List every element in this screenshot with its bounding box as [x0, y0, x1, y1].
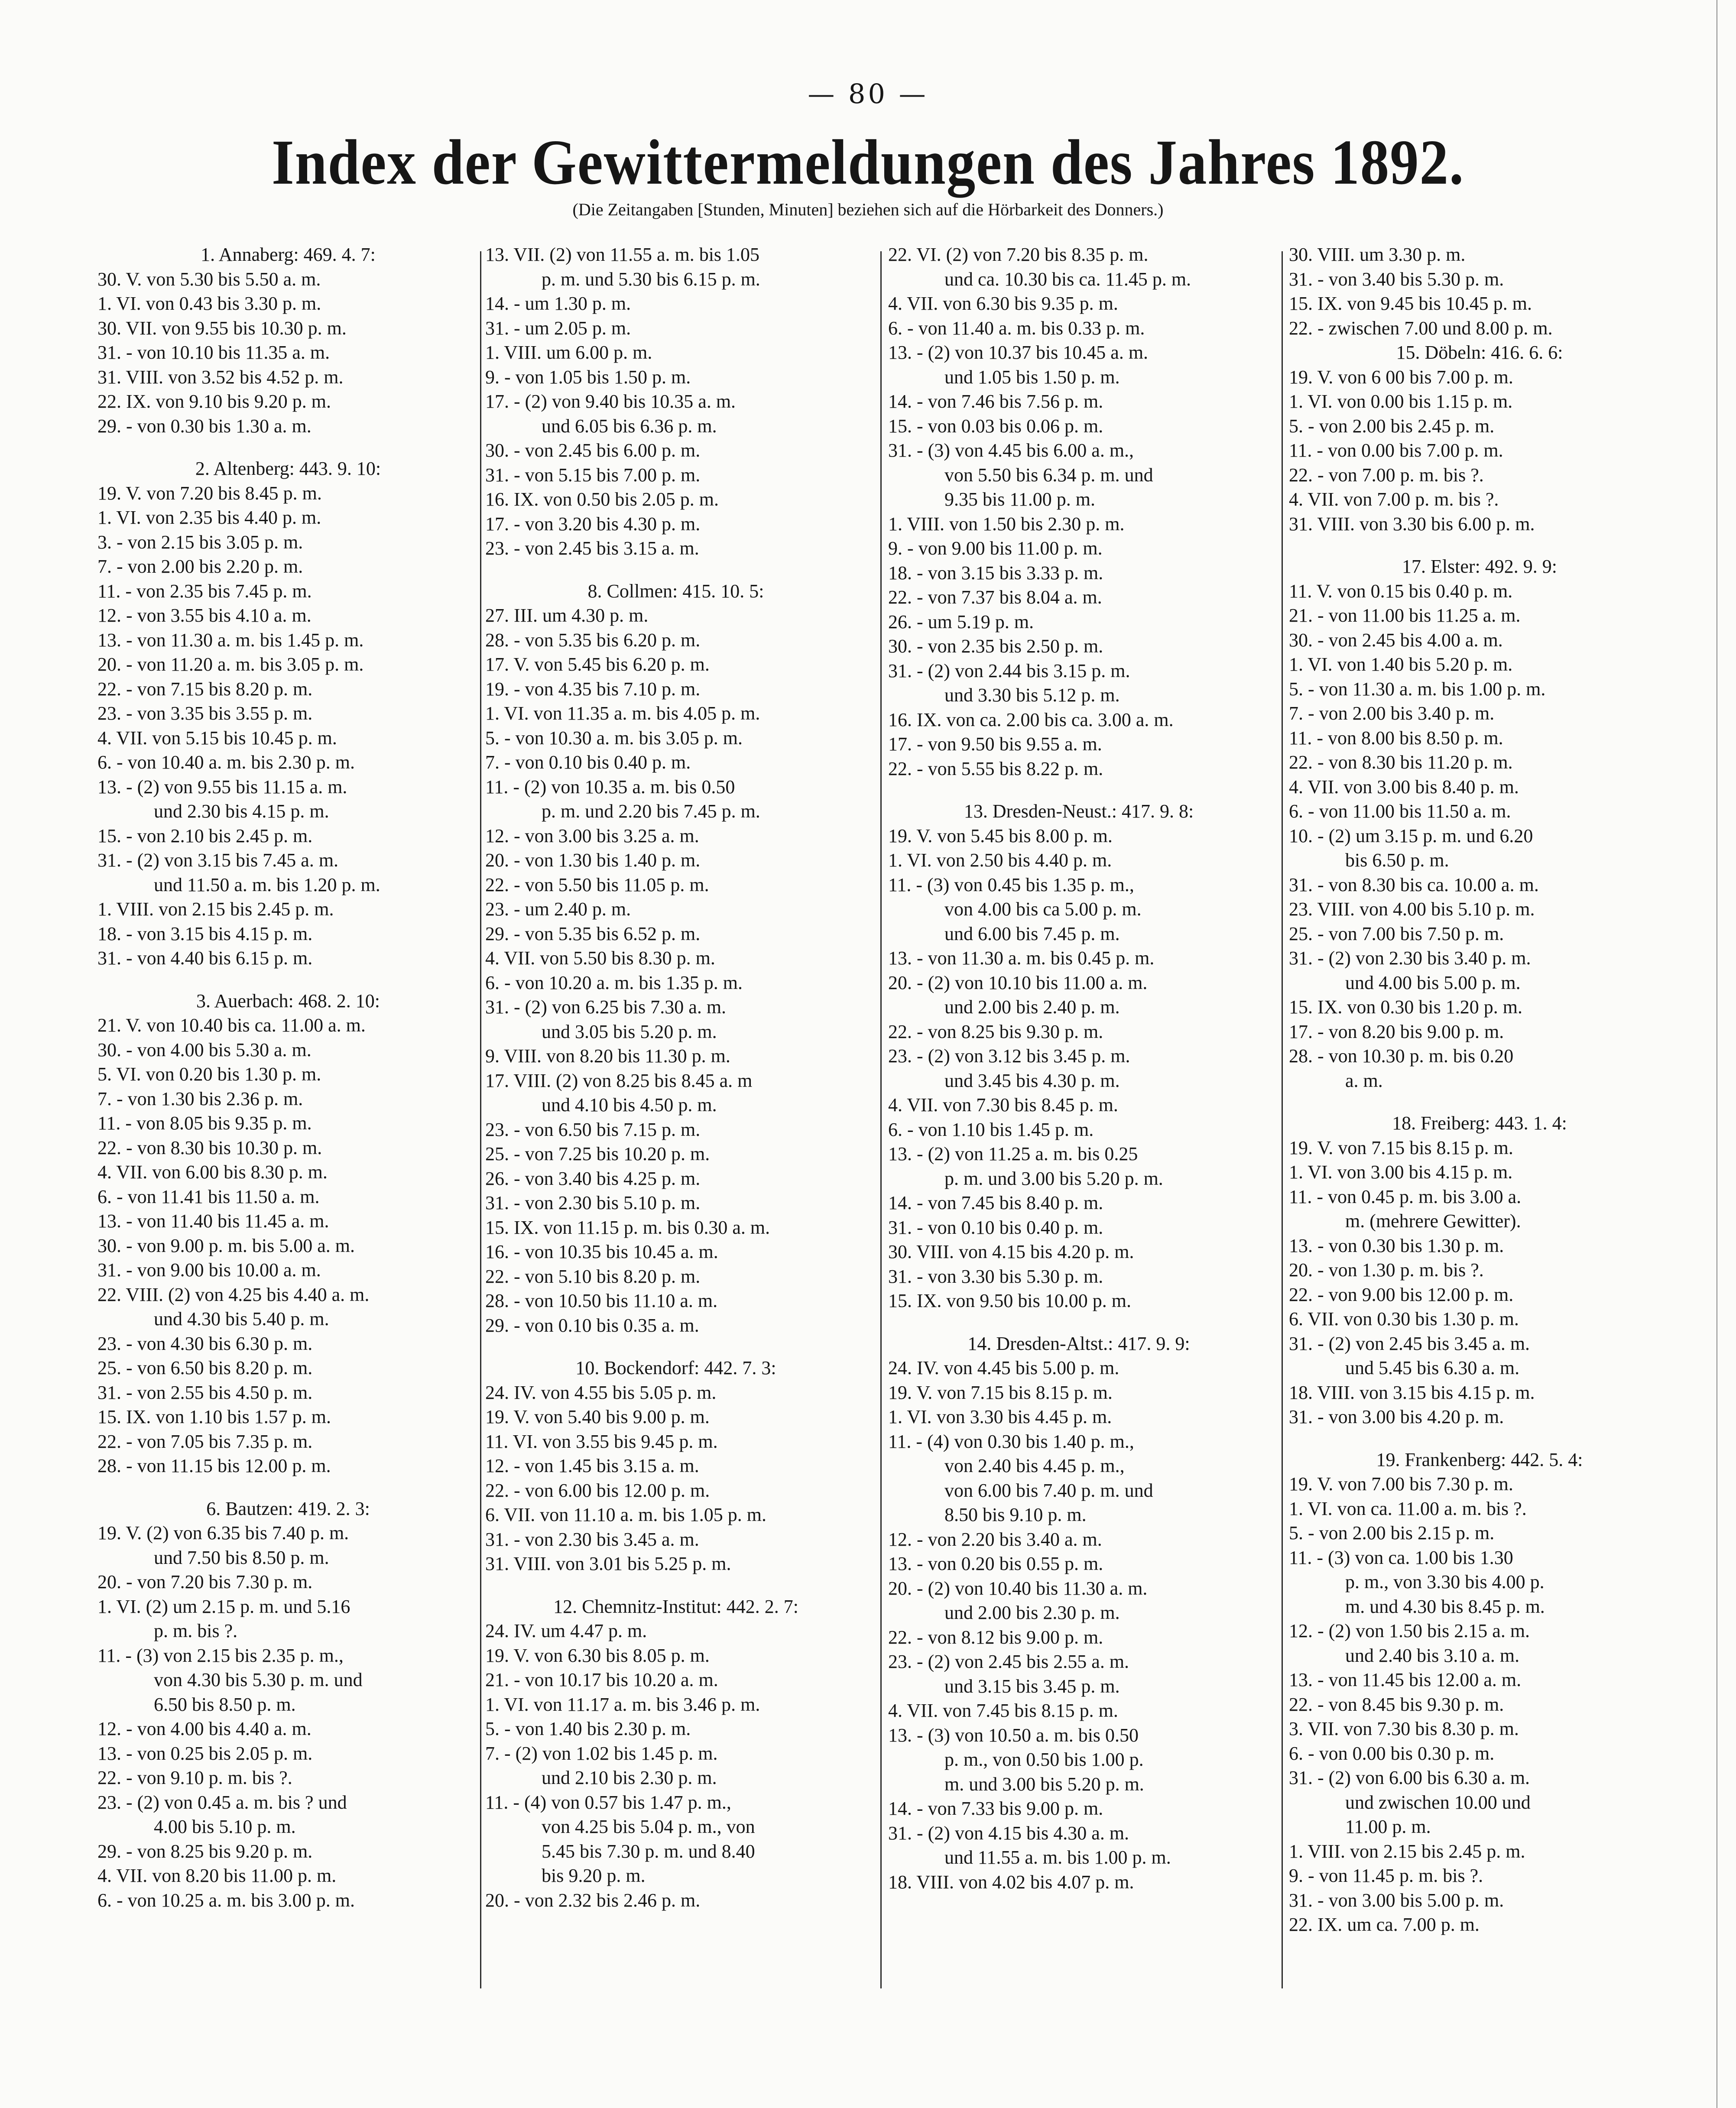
thunderstorm-entry: 22. IX. von 9.10 bis 9.20 p. m.	[97, 391, 331, 412]
thunderstorm-entry: 15. IX. von 9.50 bis 10.00 p. m.	[888, 1290, 1131, 1311]
entry-continuation: p. m. und 3.00 bis 5.20 p. m.	[944, 1168, 1163, 1189]
thunderstorm-entry: 11. - von 0.00 bis 7.00 p. m.	[1289, 440, 1503, 461]
thunderstorm-entry: 23. - von 6.50 bis 7.15 p. m.	[485, 1119, 701, 1140]
thunderstorm-entry: 11. - (3) von 2.15 bis 2.35 p. m.,	[97, 1644, 344, 1666]
thunderstorm-entry: 6. - von 0.00 bis 0.30 p. m.	[1289, 1742, 1495, 1764]
thunderstorm-entry: 29. - von 5.35 bis 6.52 p. m.	[485, 923, 701, 944]
thunderstorm-entry: 6. VII. von 11.10 a. m. bis 1.05 p. m.	[485, 1504, 766, 1525]
entry-continuation: von 4.00 bis ca 5.00 p. m.	[944, 898, 1142, 920]
thunderstorm-entry: 13. - (2) von 10.37 bis 10.45 a. m.	[888, 342, 1149, 363]
section-spacer	[485, 1576, 866, 1595]
entry-continuation: und ca. 10.30 bis ca. 11.45 p. m.	[944, 268, 1191, 290]
thunderstorm-entry: 23. - (2) von 2.45 bis 2.55 a. m.	[888, 1651, 1129, 1672]
thunderstorm-entry: 9. - von 1.05 bis 1.50 p. m.	[485, 366, 691, 388]
thunderstorm-entry: 13. - von 11.30 a. m. bis 1.45 p. m.	[97, 629, 364, 651]
thunderstorm-entry: 30. VII. von 9.55 bis 10.30 p. m.	[97, 317, 347, 339]
thunderstorm-entry: 14. - von 7.45 bis 8.40 p. m.	[888, 1192, 1103, 1213]
thunderstorm-entry: 11. - von 2.35 bis 7.45 p. m.	[97, 580, 312, 602]
index-column-2	[485, 243, 866, 2001]
entry-continuation: und 4.00 bis 5.00 p. m.	[1345, 972, 1521, 993]
entry-continuation: 5.45 bis 7.30 p. m. und 8.40	[542, 1840, 755, 1862]
thunderstorm-entry: 7. - von 1.30 bis 2.36 p. m.	[97, 1088, 303, 1109]
thunderstorm-entry: 13. - von 11.30 a. m. bis 0.45 p. m.	[888, 947, 1155, 969]
thunderstorm-entry: 13. - von 0.25 bis 2.05 p. m.	[97, 1742, 313, 1764]
thunderstorm-entry: 7. - von 2.00 bis 3.40 p. m.	[1289, 703, 1495, 724]
thunderstorm-entry: 23. - von 4.30 bis 6.30 p. m.	[97, 1333, 313, 1354]
thunderstorm-entry: 31. - von 3.40 bis 5.30 p. m.	[1289, 268, 1504, 290]
thunderstorm-entry: 31. - von 10.10 bis 11.35 a. m.	[97, 342, 330, 363]
thunderstorm-entry: 31. - von 2.30 bis 3.45 a. m.	[485, 1528, 699, 1550]
section-spacer	[485, 1338, 866, 1356]
thunderstorm-entry: 20. - von 2.32 bis 2.46 p. m.	[485, 1889, 701, 1911]
thunderstorm-entry: 22. IX. um ca. 7.00 p. m.	[1289, 1914, 1480, 1935]
thunderstorm-entry: 11. - (4) von 0.30 bis 1.40 p. m.,	[888, 1430, 1134, 1452]
thunderstorm-entry: 6. - von 1.10 bis 1.45 p. m.	[888, 1119, 1094, 1140]
section-spacer	[1289, 1093, 1670, 1111]
thunderstorm-entry: 6. - von 10.40 a. m. bis 2.30 p. m.	[97, 752, 355, 773]
station-heading: 15. Döbeln: 416. 6. 6:	[1396, 342, 1563, 363]
thunderstorm-entry: 19. V. von 7.20 bis 8.45 p. m.	[97, 482, 322, 504]
thunderstorm-entry: 31. VIII. von 3.52 bis 4.52 p. m.	[97, 366, 344, 388]
thunderstorm-entry: 15. IX. von 1.10 bis 1.57 p. m.	[97, 1406, 331, 1427]
entry-continuation: bis 9.20 p. m.	[542, 1865, 646, 1886]
entry-continuation: und 11.50 a. m. bis 1.20 p. m.	[154, 874, 380, 895]
thunderstorm-entry: 1. VI. von ca. 11.00 a. m. bis ?.	[1289, 1498, 1527, 1519]
entry-continuation: m. und 4.30 bis 8.45 p. m.	[1345, 1596, 1545, 1617]
thunderstorm-entry: 22. - von 5.50 bis 11.05 p. m.	[485, 874, 709, 895]
thunderstorm-entry: 17. - von 3.20 bis 4.30 p. m.	[485, 513, 701, 535]
thunderstorm-entry: 19. V. von 7.15 bis 8.15 p. m.	[888, 1382, 1113, 1403]
index-column-1	[97, 243, 479, 2001]
thunderstorm-entry: 5. - von 11.30 a. m. bis 1.00 p. m.	[1289, 678, 1546, 700]
thunderstorm-entry: 13. - von 0.20 bis 0.55 p. m.	[888, 1553, 1103, 1574]
thunderstorm-entry: 1. VI. von 3.30 bis 4.45 p. m.	[888, 1406, 1112, 1427]
thunderstorm-entry: 20. - von 1.30 p. m. bis ?.	[1289, 1259, 1484, 1281]
thunderstorm-entry: 31. VIII. von 3.01 bis 5.25 p. m.	[485, 1553, 731, 1574]
thunderstorm-entry: 25. - von 6.50 bis 8.20 p. m.	[97, 1357, 313, 1378]
thunderstorm-entry: 4. VII. von 5.50 bis 8.30 p. m.	[485, 947, 715, 969]
station-heading: 12. Chemnitz-Institut: 442. 2. 7:	[553, 1596, 798, 1617]
entry-continuation: p. m. und 5.30 bis 6.15 p. m.	[542, 268, 760, 290]
station-heading: 1. Annaberg: 469. 4. 7:	[201, 244, 376, 265]
thunderstorm-entry: 12. - von 3.55 bis 4.10 a. m.	[97, 605, 312, 626]
thunderstorm-entry: 30. VIII. um 3.30 p. m.	[1289, 244, 1466, 265]
entry-continuation: und 6.00 bis 7.45 p. m.	[944, 923, 1120, 944]
thunderstorm-entry: 1. VI. von 0.00 bis 1.15 p. m.	[1289, 391, 1513, 412]
thunderstorm-entry: 19. V. von 6 00 bis 7.00 p. m.	[1289, 366, 1513, 388]
thunderstorm-entry: 6. - von 11.00 bis 11.50 a. m.	[1289, 801, 1511, 822]
entry-continuation: und 5.45 bis 6.30 a. m.	[1345, 1357, 1520, 1378]
thunderstorm-entry: 9. VIII. von 8.20 bis 11.30 p. m.	[485, 1045, 730, 1067]
entry-continuation: und 7.50 bis 8.50 p. m.	[154, 1547, 329, 1568]
thunderstorm-entry: 30. - von 4.00 bis 5.30 a. m.	[97, 1039, 312, 1060]
thunderstorm-entry: 22. VI. (2) von 7.20 bis 8.35 p. m.	[888, 244, 1149, 265]
thunderstorm-entry: 17. - von 8.20 bis 9.00 p. m.	[1289, 1021, 1504, 1042]
thunderstorm-entry: 25. - von 7.00 bis 7.50 p. m.	[1289, 923, 1504, 944]
thunderstorm-entry: 11. - (3) von 0.45 bis 1.35 p. m.,	[888, 874, 1134, 895]
thunderstorm-entry: 21. - von 10.17 bis 10.20 a. m.	[485, 1669, 718, 1690]
station-heading: 10. Bockendorf: 442. 7. 3:	[575, 1357, 776, 1378]
entry-continuation: bis 6.50 p. m.	[1345, 850, 1449, 871]
thunderstorm-entry: 12. - von 3.00 bis 3.25 a. m.	[485, 825, 699, 846]
page-number: — 80 —	[808, 78, 928, 110]
thunderstorm-entry: 31. - um 2.05 p. m.	[485, 317, 631, 339]
thunderstorm-entry: 20. - von 7.20 bis 7.30 p. m.	[97, 1571, 313, 1592]
thunderstorm-entry: 17. - (2) von 9.40 bis 10.35 a. m.	[485, 391, 736, 412]
thunderstorm-entry: 1. VI. von 2.35 bis 4.40 p. m.	[97, 507, 321, 528]
index-column-4	[1289, 243, 1670, 2001]
thunderstorm-entry: 14. - um 1.30 p. m.	[485, 293, 631, 314]
thunderstorm-entry: 31. VIII. von 3.30 bis 6.00 p. m.	[1289, 513, 1535, 535]
station-heading: 17. Elster: 492. 9. 9:	[1402, 556, 1558, 577]
thunderstorm-entry: 4. VII. von 3.00 bis 8.40 p. m.	[1289, 776, 1519, 798]
station-heading: 19. Frankenberg: 442. 5. 4:	[1376, 1449, 1583, 1470]
thunderstorm-entry: 15. - von 0.03 bis 0.06 p. m.	[888, 415, 1103, 437]
thunderstorm-entry: 22. - von 9.00 bis 12.00 p. m.	[1289, 1284, 1514, 1305]
thunderstorm-entry: 26. - um 5.19 p. m.	[888, 611, 1034, 632]
thunderstorm-entry: 5. - von 1.40 bis 2.30 p. m.	[485, 1718, 691, 1739]
thunderstorm-entry: 1. VIII. von 2.15 bis 2.45 p. m.	[97, 898, 334, 920]
entry-continuation: und 11.55 a. m. bis 1.00 p. m.	[944, 1847, 1171, 1868]
thunderstorm-entry: 22. - von 8.12 bis 9.00 p. m.	[888, 1626, 1103, 1648]
thunderstorm-entry: 11. - (4) von 0.57 bis 1.47 p. m.,	[485, 1791, 731, 1813]
thunderstorm-entry: 1. VI. (2) um 2.15 p. m. und 5.16	[97, 1596, 350, 1617]
thunderstorm-entry: 22. - von 7.15 bis 8.20 p. m.	[97, 678, 313, 700]
thunderstorm-entry: 4. VII. von 5.15 bis 10.45 p. m.	[97, 727, 337, 749]
station-heading: 13. Dresden-Neust.: 417. 9. 8:	[964, 801, 1194, 822]
thunderstorm-entry: 16. IX. von 0.50 bis 2.05 p. m.	[485, 489, 719, 510]
thunderstorm-entry: 13. - (3) von 10.50 a. m. bis 0.50	[888, 1724, 1139, 1746]
thunderstorm-entry: 3. VII. von 7.30 bis 8.30 p. m.	[1289, 1718, 1519, 1739]
thunderstorm-entry: 14. - von 7.46 bis 7.56 p. m.	[888, 391, 1103, 412]
thunderstorm-entry: 1. VI. von 2.50 bis 4.40 p. m.	[888, 850, 1112, 871]
thunderstorm-entry: 31. - von 0.10 bis 0.40 p. m.	[888, 1216, 1103, 1238]
thunderstorm-entry: 6. - von 10.25 a. m. bis 3.00 p. m.	[97, 1889, 355, 1911]
thunderstorm-entry: 28. - von 5.35 bis 6.20 p. m.	[485, 629, 701, 651]
entry-continuation: und 2.10 bis 2.30 p. m.	[542, 1767, 717, 1788]
thunderstorm-entry: 11. - (3) von ca. 1.00 bis 1.30	[1289, 1547, 1513, 1568]
entry-continuation: m. (mehrere Gewitter).	[1345, 1210, 1521, 1232]
entry-continuation: p. m. bis ?.	[154, 1620, 238, 1641]
thunderstorm-entry: 19. V. von 6.30 bis 8.05 p. m.	[485, 1644, 710, 1666]
thunderstorm-entry: 31. - von 3.30 bis 5.30 p. m.	[888, 1265, 1103, 1287]
thunderstorm-entry: 6. - von 11.41 bis 11.50 a. m.	[97, 1186, 320, 1207]
thunderstorm-entry: 13. - von 11.45 bis 12.00 a. m.	[1289, 1669, 1522, 1690]
thunderstorm-entry: 31. - (2) von 3.15 bis 7.45 a. m.	[97, 850, 339, 871]
thunderstorm-entry: 29. - von 8.25 bis 9.20 p. m.	[97, 1840, 313, 1862]
entry-continuation: p. m., von 0.50 bis 1.00 p.	[944, 1749, 1144, 1770]
thunderstorm-entry: 31. - von 2.55 bis 4.50 p. m.	[97, 1382, 313, 1403]
thunderstorm-entry: 4. VII. von 6.00 bis 8.30 p. m.	[97, 1161, 328, 1183]
thunderstorm-entry: 12. - von 1.45 bis 3.15 a. m.	[485, 1455, 699, 1476]
thunderstorm-entry: 28. - von 11.15 bis 12.00 p. m.	[97, 1455, 331, 1476]
entry-continuation: 8.50 bis 9.10 p. m.	[944, 1504, 1087, 1525]
thunderstorm-entry: 31. - (2) von 6.00 bis 6.30 a. m.	[1289, 1767, 1530, 1788]
thunderstorm-entry: 1. VI. von 0.43 bis 3.30 p. m.	[97, 293, 321, 314]
entry-continuation: 6.50 bis 8.50 p. m.	[154, 1693, 296, 1715]
thunderstorm-entry: 1. VI. von 3.00 bis 4.15 p. m.	[1289, 1161, 1513, 1183]
thunderstorm-entry: 23. - um 2.40 p. m.	[485, 898, 631, 920]
entry-continuation: m. und 3.00 bis 5.20 p. m.	[944, 1773, 1144, 1795]
thunderstorm-entry: 4. VII. von 7.30 bis 8.45 p. m.	[888, 1094, 1118, 1116]
thunderstorm-entry: 20. - von 1.30 bis 1.40 p. m.	[485, 850, 701, 871]
thunderstorm-entry: 13. - von 0.30 bis 1.30 p. m.	[1289, 1235, 1504, 1256]
entry-continuation: 9.35 bis 11.00 p. m.	[944, 489, 1095, 510]
thunderstorm-entry: 11. - (2) von 10.35 a. m. bis 0.50	[485, 776, 735, 798]
section-spacer	[97, 1479, 479, 1497]
thunderstorm-entry: 29. - von 0.30 bis 1.30 a. m.	[97, 415, 312, 437]
section-spacer	[888, 1313, 1269, 1332]
thunderstorm-entry: 5. VI. von 0.20 bis 1.30 p. m.	[97, 1064, 321, 1085]
page-subtitle: (Die Zeitangaben [Stunden, Minuten] beziehen sich auf die Hörbarkeit des Donners.)	[572, 200, 1164, 219]
thunderstorm-entry: 22. - von 8.30 bis 11.20 p. m.	[1289, 752, 1513, 773]
thunderstorm-entry: 7. - (2) von 1.02 bis 1.45 p. m.	[485, 1742, 718, 1764]
thunderstorm-entry: 11. V. von 0.15 bis 0.40 p. m.	[1289, 580, 1513, 602]
thunderstorm-entry: 20. - (2) von 10.10 bis 11.00 a. m.	[888, 972, 1148, 993]
thunderstorm-entry: 22. - von 5.10 bis 8.20 p. m.	[485, 1265, 701, 1287]
thunderstorm-entry: 20. - von 11.20 a. m. bis 3.05 p. m.	[97, 654, 364, 675]
entry-continuation: und 4.30 bis 5.40 p. m.	[154, 1308, 329, 1330]
thunderstorm-entry: 25. - von 7.25 bis 10.20 p. m.	[485, 1143, 710, 1164]
thunderstorm-entry: 19. V. von 5.40 bis 9.00 p. m.	[485, 1406, 710, 1427]
thunderstorm-entry: 16. IX. von ca. 2.00 bis ca. 3.00 a. m.	[888, 709, 1174, 730]
thunderstorm-entry: 17. VIII. (2) von 8.25 bis 8.45 a. m	[485, 1070, 753, 1091]
thunderstorm-entry: 7. - von 2.00 bis 2.20 p. m.	[97, 556, 303, 577]
thunderstorm-entry: 4. VII. von 7.45 bis 8.15 p. m.	[888, 1700, 1118, 1721]
thunderstorm-entry: 31. - (2) von 2.44 bis 3.15 p. m.	[888, 660, 1130, 681]
thunderstorm-entry: 22. - von 5.55 bis 8.22 p. m.	[888, 758, 1103, 779]
thunderstorm-entry: 4. VII. von 8.20 bis 11.00 p. m.	[97, 1865, 337, 1886]
entry-continuation: p. m., von 3.30 bis 4.00 p.	[1345, 1571, 1545, 1592]
thunderstorm-entry: 31. - von 4.40 bis 6.15 p. m.	[97, 947, 313, 969]
thunderstorm-entry: 4. VII. von 6.30 bis 9.35 p. m.	[888, 293, 1118, 314]
thunderstorm-entry: 22. - von 8.45 bis 9.30 p. m.	[1289, 1693, 1504, 1715]
thunderstorm-entry: 23. VIII. von 4.00 bis 5.10 p. m.	[1289, 898, 1535, 920]
thunderstorm-entry: 19. V. von 5.45 bis 8.00 p. m.	[888, 825, 1113, 846]
thunderstorm-entry: 14. - von 7.33 bis 9.00 p. m.	[888, 1798, 1103, 1819]
thunderstorm-entry: 15. IX. von 0.30 bis 1.20 p. m.	[1289, 996, 1522, 1018]
thunderstorm-entry: 15. IX. von 11.15 p. m. bis 0.30 a. m.	[485, 1216, 770, 1238]
station-heading: 14. Dresden-Altst.: 417. 9. 9:	[967, 1333, 1190, 1354]
thunderstorm-entry: 22. - von 7.05 bis 7.35 p. m.	[97, 1430, 313, 1452]
thunderstorm-entry: 31. - von 2.30 bis 5.10 p. m.	[485, 1192, 701, 1213]
thunderstorm-entry: 18. VIII. von 3.15 bis 4.15 p. m.	[1289, 1382, 1535, 1403]
column-divider	[480, 251, 481, 1988]
entry-continuation: und zwischen 10.00 und	[1345, 1791, 1531, 1813]
entry-continuation: und 2.00 bis 2.30 p. m.	[944, 1602, 1120, 1623]
entry-continuation: 4.00 bis 5.10 p. m.	[154, 1816, 296, 1837]
thunderstorm-entry: 6. - von 11.40 a. m. bis 0.33 p. m.	[888, 317, 1145, 339]
thunderstorm-entry: 31. - von 9.00 bis 10.00 a. m.	[97, 1259, 321, 1281]
thunderstorm-entry: 31. - (2) von 2.45 bis 3.45 a. m.	[1289, 1333, 1530, 1354]
thunderstorm-entry: 1. VI. von 11.35 a. m. bis 4.05 p. m.	[485, 703, 760, 724]
thunderstorm-entry: 13. - (2) von 11.25 a. m. bis 0.25	[888, 1143, 1138, 1164]
station-heading: 2. Altenberg: 443. 9. 10:	[195, 458, 381, 479]
page-title: Index der Gewittermeldungen des Jahres 1892.	[271, 127, 1465, 198]
thunderstorm-entry: 9. - von 9.00 bis 11.00 p. m.	[888, 538, 1103, 559]
thunderstorm-entry: 13. VII. (2) von 11.55 a. m. bis 1.05	[485, 244, 760, 265]
thunderstorm-entry: 6. VII. von 0.30 bis 1.30 p. m.	[1289, 1308, 1519, 1330]
thunderstorm-entry: 4. VII. von 7.00 p. m. bis ?.	[1289, 489, 1499, 510]
entry-continuation: und 3.05 bis 5.20 p. m.	[542, 1021, 717, 1042]
thunderstorm-entry: 22. - von 7.37 bis 8.04 a. m.	[888, 587, 1102, 608]
section-spacer	[97, 438, 479, 457]
entry-continuation: a. m.	[1345, 1070, 1383, 1091]
entry-continuation: von 4.25 bis 5.04 p. m., von	[542, 1816, 755, 1837]
entry-continuation: und 3.45 bis 4.30 p. m.	[944, 1070, 1120, 1091]
entry-continuation: und 2.40 bis 3.10 a. m.	[1345, 1644, 1520, 1666]
thunderstorm-entry: 1. VIII. von 2.15 bis 2.45 p. m.	[1289, 1840, 1525, 1862]
thunderstorm-entry: 19. V. von 7.00 bis 7.30 p. m.	[1289, 1473, 1513, 1495]
entry-continuation: und 1.05 bis 1.50 p. m.	[944, 366, 1120, 388]
entry-continuation: und 2.30 bis 4.15 p. m.	[154, 801, 329, 822]
entry-continuation: und 4.10 bis 4.50 p. m.	[542, 1094, 717, 1116]
thunderstorm-entry: 18. - von 3.15 bis 4.15 p. m.	[97, 923, 313, 944]
station-heading: 3. Auerbach: 468. 2. 10:	[196, 990, 380, 1012]
thunderstorm-entry: 19. V. von 7.15 bis 8.15 p. m.	[1289, 1137, 1513, 1158]
section-spacer	[1289, 1430, 1670, 1448]
thunderstorm-entry: 20. - (2) von 10.40 bis 11.30 a. m.	[888, 1577, 1148, 1599]
thunderstorm-entry: 11. - von 8.05 bis 9.35 p. m.	[97, 1112, 312, 1134]
thunderstorm-entry: 29. - von 0.10 bis 0.35 a. m.	[485, 1314, 699, 1336]
thunderstorm-entry: 11. - von 8.00 bis 8.50 p. m.	[1289, 727, 1503, 749]
section-spacer	[97, 971, 479, 989]
thunderstorm-entry: 1. VIII. von 1.50 bis 2.30 p. m.	[888, 513, 1125, 535]
thunderstorm-entry: 23. - von 2.45 bis 3.15 a. m.	[485, 538, 699, 559]
thunderstorm-entry: 31. - von 8.30 bis ca. 10.00 a. m.	[1289, 874, 1539, 895]
thunderstorm-entry: 5. - von 10.30 a. m. bis 3.05 p. m.	[485, 727, 743, 749]
thunderstorm-entry: 31. - von 3.00 bis 5.00 p. m.	[1289, 1889, 1504, 1911]
entry-continuation: von 5.50 bis 6.34 p. m. und	[944, 464, 1153, 486]
thunderstorm-entry: 13. - (2) von 9.55 bis 11.15 a. m.	[97, 776, 347, 798]
thunderstorm-entry: 15. - von 2.10 bis 2.45 p. m.	[97, 825, 313, 846]
thunderstorm-entry: 31. - von 5.15 bis 7.00 p. m.	[485, 464, 701, 486]
thunderstorm-entry: 6. - von 10.20 a. m. bis 1.35 p. m.	[485, 972, 743, 993]
thunderstorm-entry: 31. - von 3.00 bis 4.20 p. m.	[1289, 1406, 1504, 1427]
thunderstorm-entry: 30. - von 2.45 bis 6.00 p. m.	[485, 440, 701, 461]
thunderstorm-entry: 15. IX. von 9.45 bis 10.45 p. m.	[1289, 293, 1532, 314]
entry-continuation: und 3.30 bis 5.12 p. m.	[944, 684, 1120, 706]
station-heading: 18. Freiberg: 443. 1. 4:	[1392, 1112, 1567, 1134]
thunderstorm-entry: 23. - (2) von 0.45 a. m. bis ? und	[97, 1791, 347, 1813]
section-spacer	[888, 781, 1269, 799]
thunderstorm-entry: 22. - zwischen 7.00 und 8.00 p. m.	[1289, 317, 1553, 339]
section-spacer	[1289, 536, 1670, 555]
thunderstorm-entry: 11. VI. von 3.55 bis 9.45 p. m.	[485, 1430, 718, 1452]
thunderstorm-entry: 31. - (2) von 6.25 bis 7.30 a. m.	[485, 996, 727, 1018]
thunderstorm-entry: 9. - von 11.45 p. m. bis ?.	[1289, 1865, 1483, 1886]
thunderstorm-entry: 21. - von 11.00 bis 11.25 a. m.	[1289, 605, 1521, 626]
thunderstorm-entry: 1. VI. von 11.17 a. m. bis 3.46 p. m.	[485, 1693, 760, 1715]
thunderstorm-entry: 22. - von 7.00 p. m. bis ?.	[1289, 464, 1484, 486]
entry-continuation: von 6.00 bis 7.40 p. m. und	[944, 1479, 1153, 1501]
thunderstorm-entry: 23. - (2) von 3.12 bis 3.45 p. m.	[888, 1045, 1130, 1067]
thunderstorm-entry: 30. - von 9.00 p. m. bis 5.00 a. m.	[97, 1235, 355, 1256]
thunderstorm-entry: 30. - von 2.45 bis 4.00 a. m.	[1289, 629, 1503, 651]
thunderstorm-entry: 28. - von 10.50 bis 11.10 a. m.	[485, 1290, 718, 1311]
thunderstorm-entry: 11. - von 0.45 p. m. bis 3.00 a.	[1289, 1186, 1522, 1207]
thunderstorm-entry: 22. - von 8.30 bis 10.30 p. m.	[97, 1137, 322, 1158]
thunderstorm-entry: 23. - von 3.35 bis 3.55 p. m.	[97, 703, 313, 724]
entry-continuation: und 6.05 bis 6.36 p. m.	[542, 415, 717, 437]
thunderstorm-entry: 17. - von 9.50 bis 9.55 a. m.	[888, 733, 1102, 755]
thunderstorm-entry: 5. - von 2.00 bis 2.45 p. m.	[1289, 415, 1495, 437]
thunderstorm-entry: 26. - von 3.40 bis 4.25 p. m.	[485, 1168, 701, 1189]
thunderstorm-entry: 1. VI. von 1.40 bis 5.20 p. m.	[1289, 654, 1513, 675]
thunderstorm-entry: 1. VIII. um 6.00 p. m.	[485, 342, 652, 363]
thunderstorm-entry: 22. - von 9.10 p. m. bis ?.	[97, 1767, 292, 1788]
thunderstorm-entry: 13. - von 11.40 bis 11.45 a. m.	[97, 1210, 329, 1232]
entry-continuation: p. m. und 2.20 bis 7.45 p. m.	[542, 801, 760, 822]
thunderstorm-entry: 27. III. um 4.30 p. m.	[485, 605, 649, 626]
thunderstorm-entry: 24. IV. von 4.55 bis 5.05 p. m.	[485, 1382, 717, 1403]
entry-continuation: und 3.15 bis 3.45 p. m.	[944, 1675, 1120, 1697]
thunderstorm-entry: 10. - (2) um 3.15 p. m. und 6.20	[1289, 825, 1533, 846]
thunderstorm-entry: 30. VIII. von 4.15 bis 4.20 p. m.	[888, 1241, 1134, 1262]
thunderstorm-entry: 21. V. von 10.40 bis ca. 11.00 a. m.	[97, 1015, 366, 1036]
thunderstorm-entry: 5. - von 2.00 bis 2.15 p. m.	[1289, 1522, 1495, 1544]
thunderstorm-entry: 3. - von 2.15 bis 3.05 p. m.	[97, 531, 303, 553]
thunderstorm-entry: 24. IV. um 4.47 p. m.	[485, 1620, 647, 1641]
thunderstorm-entry: 12. - (2) von 1.50 bis 2.15 a. m.	[1289, 1620, 1530, 1641]
column-divider	[880, 251, 882, 1988]
thunderstorm-entry: 30. - von 2.35 bis 2.50 p. m.	[888, 636, 1103, 657]
thunderstorm-entry: 18. VIII. von 4.02 bis 4.07 p. m.	[888, 1871, 1134, 1893]
thunderstorm-entry: 19. V. (2) von 6.35 bis 7.40 p. m.	[97, 1522, 349, 1544]
section-spacer	[485, 561, 866, 579]
thunderstorm-entry: 31. - (2) von 2.30 bis 3.40 p. m.	[1289, 947, 1531, 969]
thunderstorm-entry: 7. - von 0.10 bis 0.40 p. m.	[485, 752, 691, 773]
thunderstorm-entry: 19. - von 4.35 bis 7.10 p. m.	[485, 678, 701, 700]
thunderstorm-entry: 28. - von 10.30 p. m. bis 0.20	[1289, 1045, 1514, 1067]
thunderstorm-entry: 30. V. von 5.30 bis 5.50 a. m.	[97, 268, 321, 290]
thunderstorm-entry: 12. - von 2.20 bis 3.40 a. m.	[888, 1528, 1102, 1550]
thunderstorm-entry: 12. - von 4.00 bis 4.40 a. m.	[97, 1718, 312, 1739]
thunderstorm-entry: 22. - von 8.25 bis 9.30 p. m.	[888, 1021, 1103, 1042]
entry-continuation: von 4.30 bis 5.30 p. m. und	[154, 1669, 363, 1690]
column-divider	[1282, 251, 1283, 1988]
thunderstorm-entry: 31. - (3) von 4.45 bis 6.00 a. m.,	[888, 440, 1134, 461]
entry-continuation: und 2.00 bis 2.40 p. m.	[944, 996, 1120, 1018]
station-heading: 6. Bautzen: 419. 2. 3:	[206, 1498, 370, 1519]
thunderstorm-entry: 22. - von 6.00 bis 12.00 p. m.	[485, 1479, 710, 1501]
thunderstorm-entry: 22. VIII. (2) von 4.25 bis 4.40 a. m.	[97, 1284, 370, 1305]
thunderstorm-entry: 24. IV. von 4.45 bis 5.00 p. m.	[888, 1357, 1119, 1378]
entry-continuation: 11.00 p. m.	[1345, 1816, 1431, 1837]
station-heading: 8. Collmen: 415. 10. 5:	[587, 580, 764, 602]
entry-continuation: von 2.40 bis 4.45 p. m.,	[944, 1455, 1125, 1476]
thunderstorm-entry: 18. - von 3.15 bis 3.33 p. m.	[888, 562, 1103, 584]
thunderstorm-entry: 16. - von 10.35 bis 10.45 a. m.	[485, 1241, 718, 1262]
thunderstorm-entry: 17. V. von 5.45 bis 6.20 p. m.	[485, 654, 710, 675]
index-column-3	[888, 243, 1269, 2001]
thunderstorm-entry: 31. - (2) von 4.15 bis 4.30 a. m.	[888, 1822, 1129, 1844]
